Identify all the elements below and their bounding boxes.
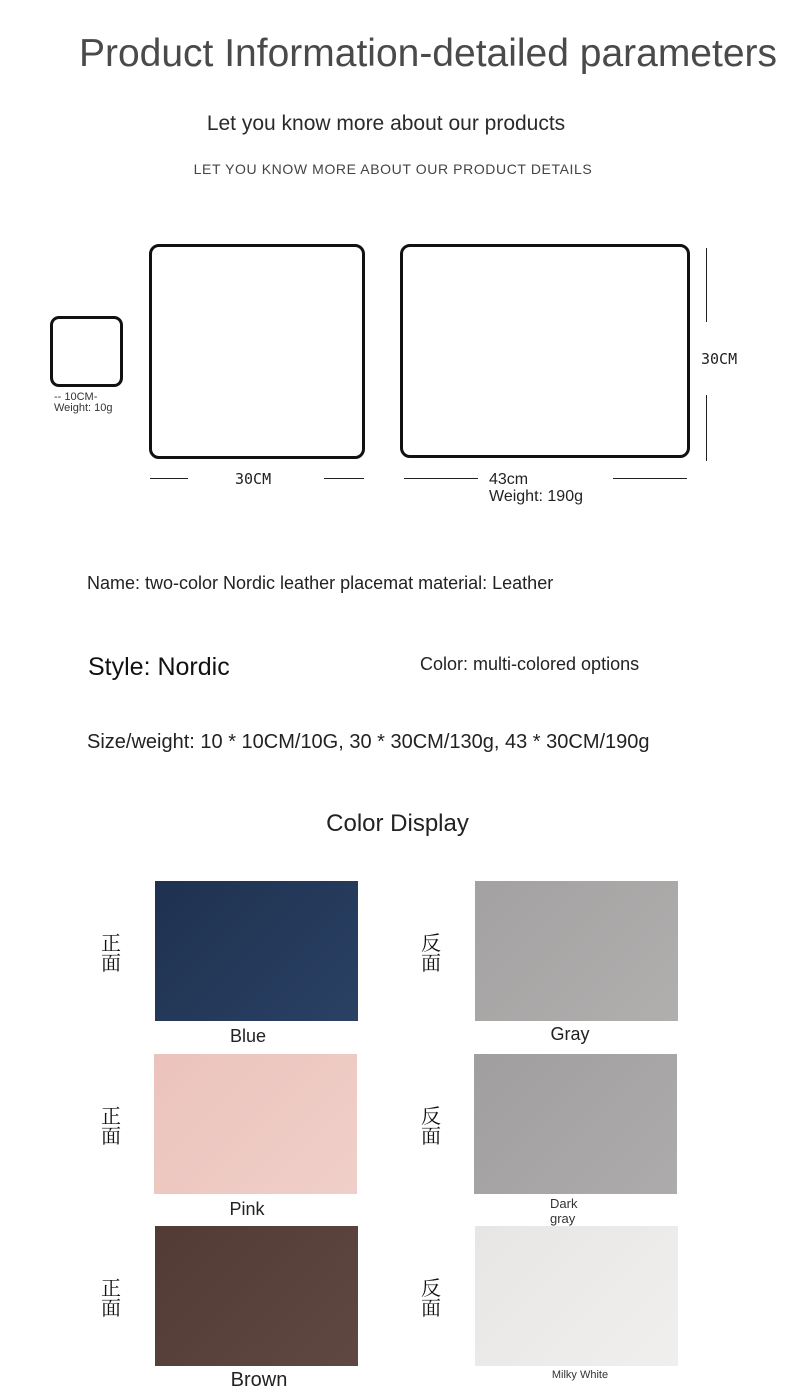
back-side-label: 反面 — [421, 1104, 441, 1148]
blue-swatch — [155, 881, 358, 1021]
back-side-label: 反面 — [421, 931, 441, 975]
product-name-line: Name: two-color Nordic leather placemat material: Leather — [87, 573, 554, 593]
large-width-line-right — [613, 478, 687, 479]
dark-gray-swatch-label-line2: gray — [550, 1211, 576, 1226]
large-height-line-bottom — [706, 395, 707, 461]
small-size-label: -- 10CM- — [54, 391, 98, 403]
front-side-label: 正面 — [101, 931, 121, 975]
brown-swatch — [155, 1226, 358, 1366]
pink-swatch-label: Pink — [229, 1199, 265, 1219]
large-height-line-top — [706, 248, 707, 322]
brown-swatch-label: Brown — [230, 1369, 288, 1391]
large-weight-label: Weight: 190g — [489, 488, 583, 505]
large-height-label: 30CM — [701, 350, 738, 368]
large-width-label: 43cm — [489, 471, 529, 488]
milky-white-swatch — [475, 1226, 678, 1366]
medium-width-label: 30CM — [235, 470, 272, 488]
small-placemat-outline — [50, 316, 123, 387]
page-title: Product Information-detailed parameters — [78, 32, 778, 75]
small-weight-label: Weight: 10g — [54, 402, 113, 414]
dark-gray-swatch — [474, 1054, 677, 1194]
color-display-title: Color Display — [326, 810, 469, 837]
pink-swatch — [154, 1054, 357, 1194]
medium-placemat-outline — [149, 244, 365, 459]
large-width-line-left — [404, 478, 478, 479]
page-subtitle: Let you know more about our products — [206, 112, 566, 135]
style-line: Style: Nordic — [88, 653, 230, 681]
blue-swatch-label: Blue — [229, 1026, 267, 1046]
large-placemat-outline — [400, 244, 690, 458]
caps-subtitle: LET YOU KNOW MORE ABOUT OUR PRODUCT DETAILS — [193, 161, 593, 177]
color-line: Color: multi-colored options — [420, 654, 640, 674]
size-weight-line: Size/weight: 10 * 10CM/10G, 30 * 30CM/130g, 43 * 30CM/190g — [87, 731, 650, 753]
front-side-label: 正面 — [101, 1104, 121, 1148]
gray-swatch — [475, 881, 678, 1021]
front-side-label: 正面 — [101, 1276, 121, 1320]
milky-white-swatch-label: Milky White — [551, 1369, 609, 1381]
dark-gray-swatch-label-line1: Dark — [550, 1196, 578, 1211]
gray-swatch-label: Gray — [550, 1024, 590, 1044]
back-side-label: 反面 — [421, 1276, 441, 1320]
